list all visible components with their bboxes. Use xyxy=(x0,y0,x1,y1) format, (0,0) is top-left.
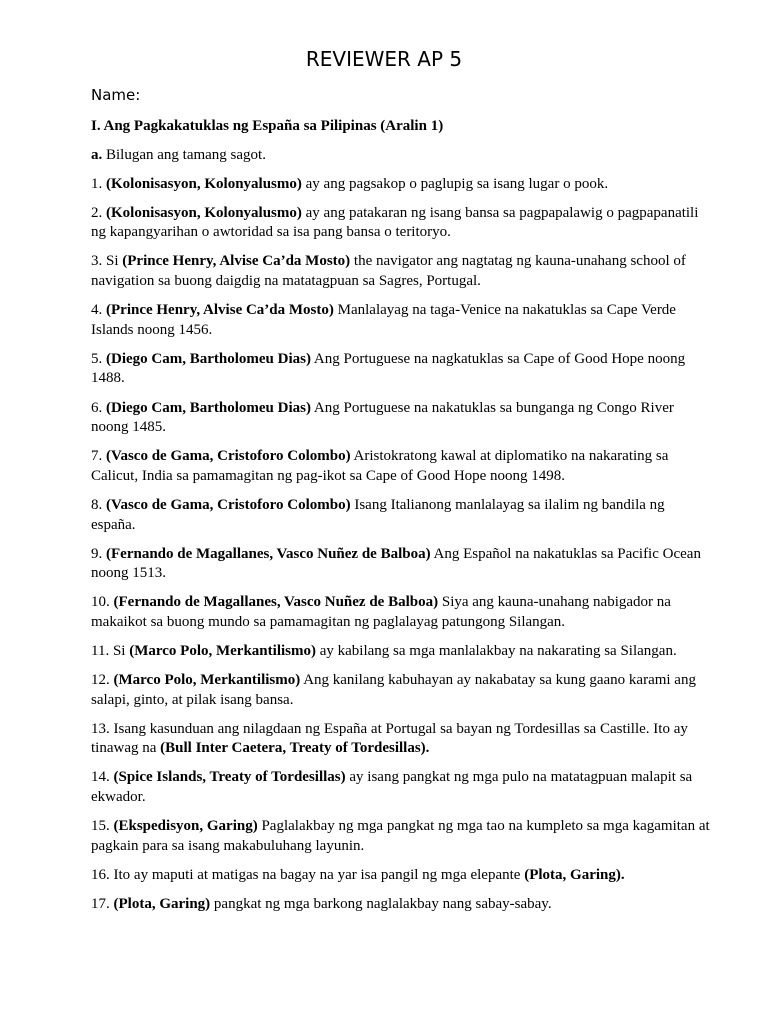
question-item xyxy=(91,496,712,535)
question-text: the navigator ang nagtatag ng kauna-unahang school of navigation sa buong daigdig na matatagpuan sa Sagres, Portugal. xyxy=(91,253,686,290)
question-number: 7. xyxy=(91,448,106,465)
question-item xyxy=(91,720,712,759)
question-number: 17. xyxy=(91,895,114,912)
question-text: Siya ang kauna-unahang nabigador na makaikot sa buong mundo sa pamamagitan ng paglalayag patungong Silangan. xyxy=(91,594,671,630)
question-item xyxy=(91,252,712,291)
question-item xyxy=(91,301,712,340)
answer-choices: (Diego Cam, Bartholomeu Dias) xyxy=(106,350,311,367)
question-text: Aristokratong kawal at diplomatiko na nakarating sa Calicut, India sa pamamagitan ng pag-ikot sa Cape of Good Hope noong 1498. xyxy=(91,448,669,484)
question-list xyxy=(91,175,712,915)
reviewer-content xyxy=(91,117,712,915)
question-prefix: Si xyxy=(112,642,130,659)
answer-choices: (Ekspedisyon, Garing) xyxy=(113,818,258,835)
question-item xyxy=(91,350,712,389)
question-number: 8. xyxy=(91,496,106,513)
answer-choices: (Spice Islands, Treaty of Tordesillas) xyxy=(113,769,346,786)
question-text: Isang Italianong manlalayag sa ilalim ng bandila ng españa. xyxy=(91,496,665,533)
answer-choices: (Vasco de Gama, Cristoforo Colombo) xyxy=(106,448,351,465)
question-prefix: Ito ay maputi at matigas na bagay na yar isa pangil ng mga elepante xyxy=(113,866,525,883)
answer-choices: (Plota, Garing) xyxy=(113,895,211,912)
question-item xyxy=(91,866,712,886)
question-number: 13. xyxy=(91,720,114,737)
question-text: pangkat ng mga barkong naglalakbay nang sabay-sabay. xyxy=(210,895,552,912)
answer-choices: (Prince Henry, Alvise Ca’da Mosto) xyxy=(122,253,351,270)
question-text: ay isang pangkat ng mga pulo na matatagpuan malapit sa ekwador. xyxy=(91,769,693,806)
question-text: Paglalakbay ng mga pangkat ng mga tao na kumpleto sa mga kagamitan at pagkain para sa isang makabuluhang layunin. xyxy=(91,818,710,854)
question-text: Manlalayag na taga-Venice na nakatuklas sa Cape Verde Islands noong 1456. xyxy=(91,302,676,338)
question-number: 10. xyxy=(91,594,114,611)
question-text: ay ang patakaran ng isang bansa sa pagpapalawig o pagpapanatili ng kapangyarihan o awtoridad sa isa pang bansa o teritoryo. xyxy=(91,204,699,241)
answer-choices: (Bull Inter Caetera, Treaty of Tordesillas). xyxy=(160,740,430,757)
answer-choices: (Kolonisasyon, Kolonyalusmo) xyxy=(106,175,302,192)
question-number: 1. xyxy=(91,175,106,192)
question-prefix: Si xyxy=(106,253,123,270)
answer-choices: (Prince Henry, Alvise Ca’da Mosto) xyxy=(106,302,334,319)
answer-choices: (Diego Cam, Bartholomeu Dias) xyxy=(106,399,311,416)
question-text: Ang Portuguese na nakatuklas sa bunganga ng Congo River noong 1485. xyxy=(91,399,674,436)
instruction-text: Bilugan ang tamang sagot. xyxy=(102,146,266,163)
answer-choices: (Fernando de Magallanes, Vasco Nuñez de Balboa) xyxy=(106,545,431,562)
question-text: Ang Portuguese na nagkatuklas sa Cape of Good Hope noong 1488. xyxy=(91,350,686,387)
question-item xyxy=(91,593,712,632)
question-item xyxy=(91,671,712,710)
name-label: Name: xyxy=(91,86,141,104)
question-number: 4. xyxy=(91,302,106,319)
instruction-letter: a. xyxy=(91,146,103,163)
question-number: 12. xyxy=(91,672,114,689)
answer-choices: (Kolonisasyon, Kolonyalusmo) xyxy=(106,204,302,221)
answer-choices: (Marco Polo, Merkantilismo) xyxy=(129,642,316,659)
question-number: 9. xyxy=(91,545,106,562)
question-item xyxy=(91,175,712,195)
answer-choices: (Marco Polo, Merkantilismo) xyxy=(113,672,301,689)
page-title: REVIEWER AP 5 xyxy=(305,47,463,71)
question-number: 15. xyxy=(91,818,114,835)
question-item xyxy=(91,545,712,584)
question-text: ay ang pagsakop o paglupig sa isang lugar o pook. xyxy=(301,175,609,192)
answer-choices: (Plota, Garing). xyxy=(524,866,625,883)
answer-choices: (Vasco de Gama, Cristoforo Colombo) xyxy=(106,496,351,513)
question-item xyxy=(91,895,712,915)
question-item xyxy=(91,817,712,856)
question-text: ay kabilang sa mga manlalakbay na nakarating sa Silangan. xyxy=(315,642,677,659)
question-number: 5. xyxy=(91,350,106,367)
question-number: 3. xyxy=(91,253,106,270)
question-item xyxy=(91,399,712,438)
question-number: 16. xyxy=(91,866,114,883)
question-number: 11. xyxy=(91,642,113,659)
question-number: 14. xyxy=(91,769,114,786)
question-prefix: Isang kasunduan ang nilagdaan ng España at Portugal sa bayan ng Tordesillas sa Castille. Ito ay tinawag na xyxy=(91,720,688,757)
section-heading: I. Ang Pagkakatuklas ng España sa Pilipinas (Aralin 1) xyxy=(91,118,444,134)
question-item xyxy=(91,768,712,807)
question-item xyxy=(91,642,712,662)
question-item xyxy=(91,447,712,486)
question-item xyxy=(91,204,712,243)
question-number: 6. xyxy=(91,399,106,416)
question-number: 2. xyxy=(91,204,106,221)
question-text: Ang kanilang kabuhayan ay nakabatay sa kung gaano karami ang salapi, ginto, at pilak isang bansa. xyxy=(91,672,696,708)
question-text: Ang Español na nakatuklas sa Pacific Ocean noong 1513. xyxy=(91,545,701,582)
answer-choices: (Fernando de Magallanes, Vasco Nuñez de Balboa) xyxy=(113,594,439,611)
instruction xyxy=(91,146,712,166)
